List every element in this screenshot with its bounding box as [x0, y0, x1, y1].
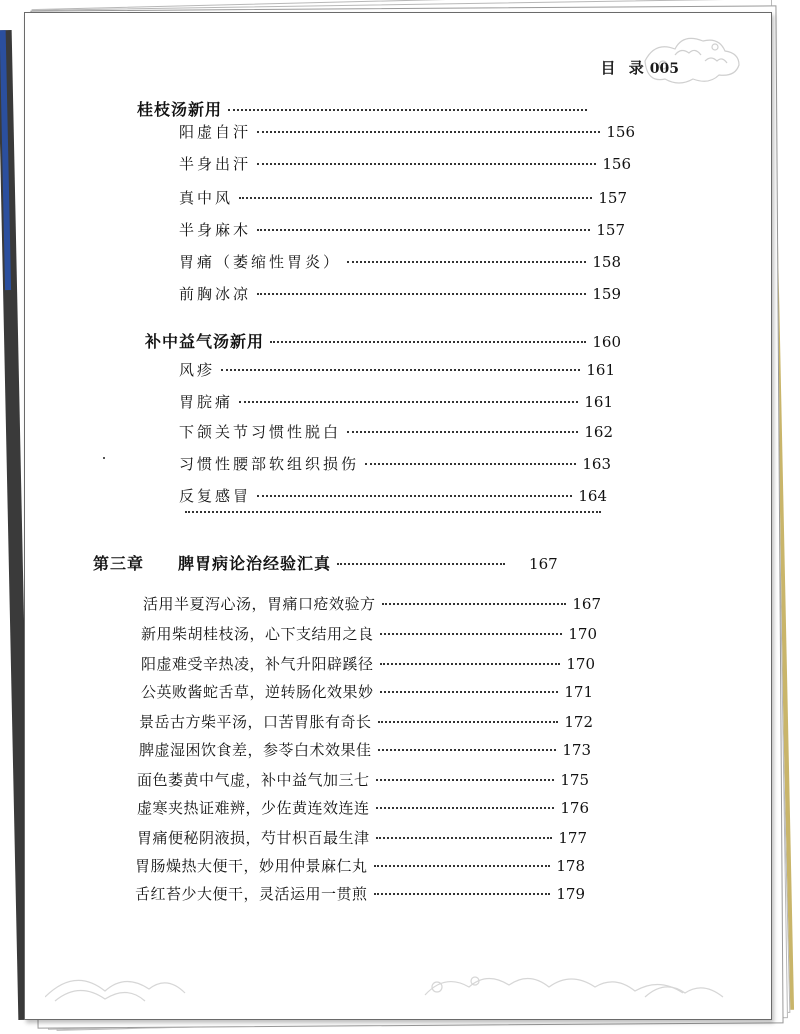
toc-entry: 习惯性腰部软组织损伤 163 — [179, 455, 611, 473]
wave-ornament-icon — [45, 947, 753, 1007]
toc-entry: 脾虚湿困饮食差，参苓白术效果佳 173 — [139, 741, 591, 759]
toc-entry: 虚寒夹热证难辨，少佐黄连效连连 176 — [137, 799, 589, 817]
toc-section-heading: 桂枝汤新用 — [137, 97, 593, 120]
toc-entry: 下颌关节习惯性脱白 162 — [179, 423, 613, 441]
toc-entry: 景岳古方柴平汤，口苦胃胀有奇长 172 — [139, 713, 593, 731]
toc-entry: 胃痛便秘阴液损，芍甘枳百最生津 177 — [137, 829, 587, 847]
header-page-number: 005 — [649, 61, 679, 77]
toc-entry: 风疹 161 — [179, 361, 615, 379]
header-title: 目 录 — [600, 59, 648, 77]
toc-chapter-heading: 第三章 脾胃病论治经验汇真 167 — [93, 554, 558, 573]
chapter-label: 第三章 — [93, 554, 145, 573]
toc-entry: 公英败酱蛇舌草，逆转肠化效果妙 171 — [141, 683, 593, 701]
stray-mark — [103, 457, 105, 459]
toc-entry: 真中风 157 — [179, 189, 627, 207]
toc-entry: 半身出汗 156 — [179, 155, 631, 173]
document-page — [24, 12, 772, 1020]
toc-entry: 反复感冒 164 — [179, 487, 607, 505]
toc-entry: 胃脘痛 161 — [179, 393, 613, 411]
toc-entry: 活用半夏泻心汤，胃痛口疮效验方 167 — [143, 595, 601, 613]
toc-entry — [179, 515, 607, 517]
toc-entry: 胃痛（萎缩性胃炎） 158 — [179, 253, 621, 271]
toc-section-heading: 补中益气汤新用 160 — [145, 332, 621, 351]
toc-entry: 面色萎黄中气虚，补中益气加三七 175 — [137, 771, 589, 789]
toc-entry: 新用柴胡桂枝汤，心下支结用之良 170 — [141, 625, 597, 643]
toc-entry: 半身麻木 157 — [179, 221, 625, 239]
toc-entry: 阳虚难受辛热凌，补气升阳辟蹊径 170 — [141, 655, 595, 673]
toc-entry: 胃肠燥热大便干，妙用仲景麻仁丸 178 — [135, 857, 585, 875]
toc-entry: 舌红苔少大便干，灵活运用一贯煎 179 — [135, 885, 585, 903]
chapter-title: 脾胃病论治经验汇真 — [178, 554, 332, 573]
toc-entry: 前胸冰凉 159 — [179, 285, 621, 303]
table-of-contents — [25, 13, 771, 1019]
toc-entry: 阳虚自汗 156 — [179, 123, 635, 141]
